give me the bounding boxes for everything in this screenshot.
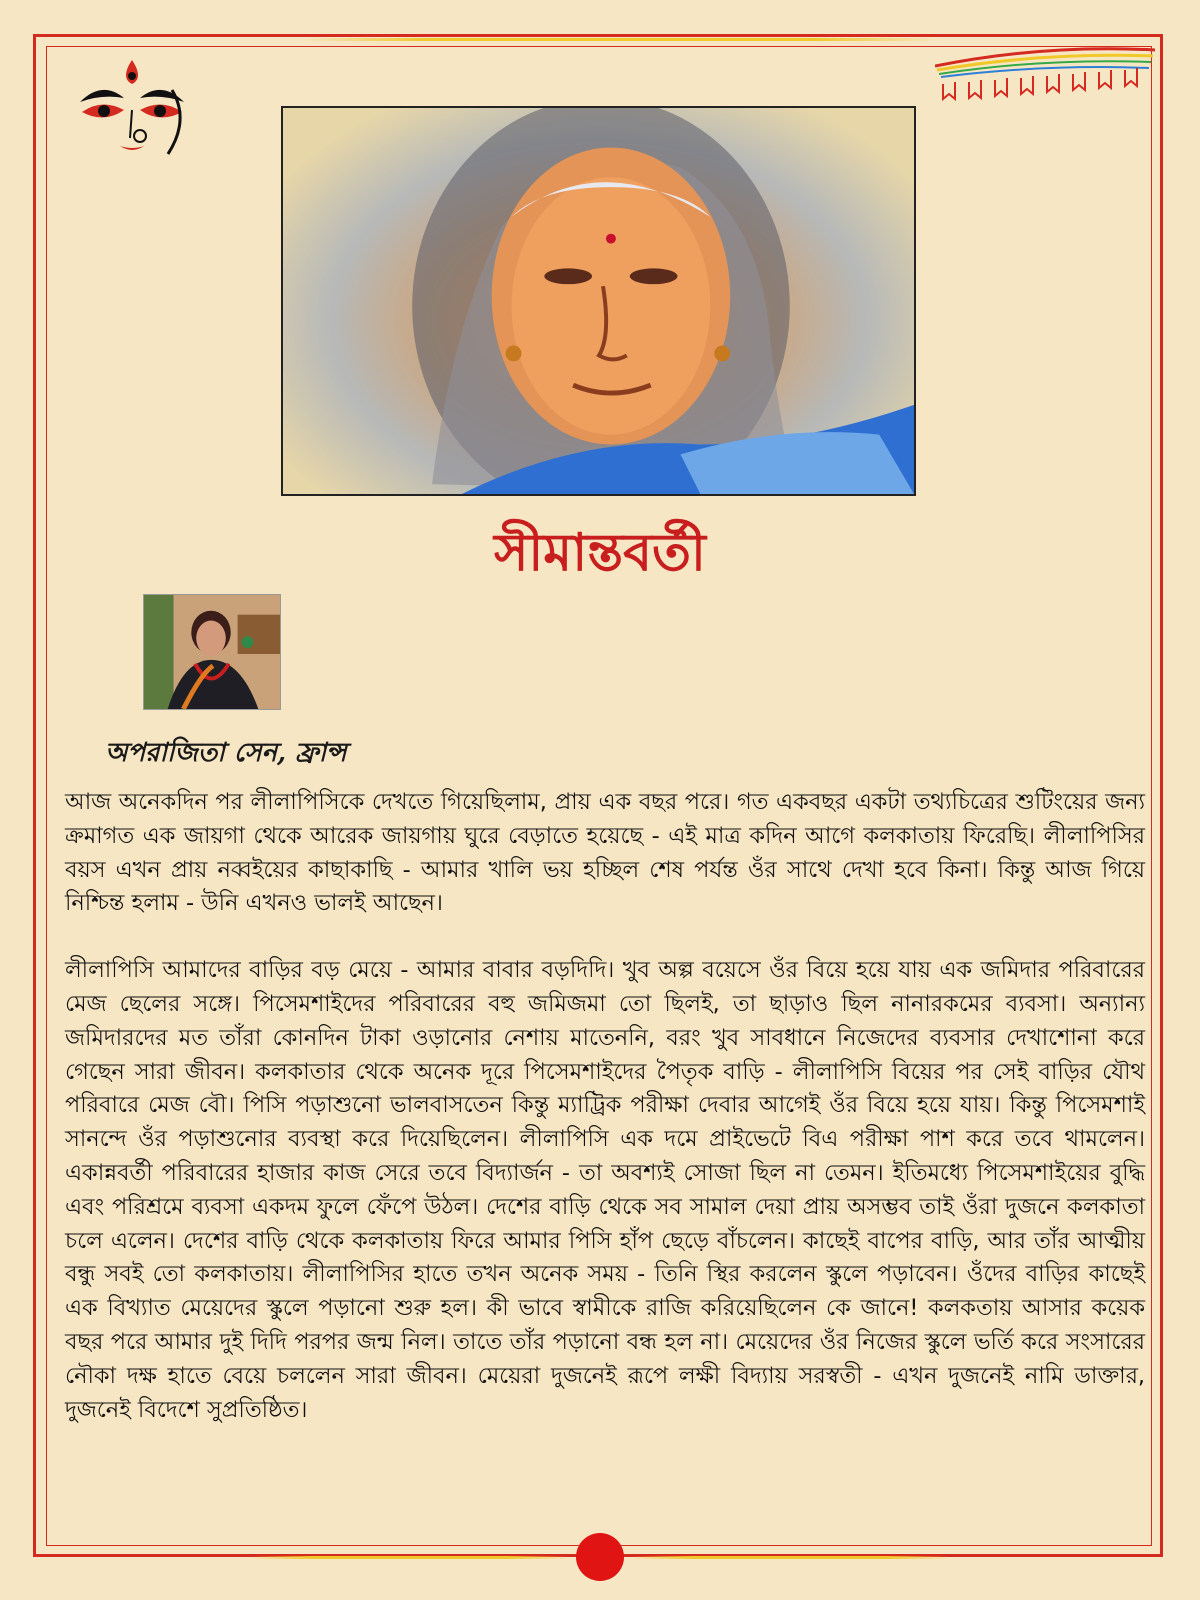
portrait-painting: [281, 106, 916, 496]
top-gold-line: [300, 38, 940, 41]
article-body: [65, 786, 1145, 1427]
durga-eyes-icon: [72, 50, 192, 160]
article-title: সীমান্তবর্তী: [494, 522, 706, 583]
bottom-gold-line-left: [250, 1556, 570, 1559]
author-byline: অপরাজিতা সেন, ফ্রান্স: [105, 738, 347, 768]
bottom-gold-line-right: [630, 1556, 950, 1559]
author-photo: [143, 594, 281, 710]
bottom-red-dot: [576, 1533, 624, 1581]
paragraph-2: লীলাপিসি আমাদের বাড়ির বড় মেয়ে - আমার বাবার বড়দিদি। খুব অল্প বয়েসে ওঁর বিয়ে হয়ে যায় এক জমিদার পরিবারের মেজ ছেলের সঙ্গে। পিসেমশাইদের পরিবারের বহু জমিজমা তো ছিলই, তা ছাড়াও ছিল নানারকমের ব্যবসা। অন্যান্য জমিদারদের মত তাঁরা কোনদিন টাকা ওড়ানোর নেশায় মাতেননি, বরং খুব সাবধানে নিজেদের ব্যবসার দেখাশোনা করে গেছেন সারা জীবন। কলকাতার থেকে অনেক দূরে পিসেমশাইদের পৈতৃক বাড়ি - লীলাপিসি বিয়ের পর সেই বাড়ির যৌথ পরিবারে মেজ বৌ। পিসি পড়াশুনো ভালবাসতেন কিন্তু ম্যাট্রিক পরীক্ষা দেবার আগেই ওঁর বিয়ে হয়ে যায়। কিন্তু পিসেমশাই সানন্দে ওঁর পড়াশুনোর ব্যবস্থা করে দিয়েছিলেন। লীলাপিসি এক দমে প্রাইভেটে বিএ পরীক্ষা পাশ করে তবে থামলেন। একান্নবর্তী পরিবারের হাজার কাজ সেরে তবে বিদ্যার্জন - তা অবশ্যই সোজা ছিল না তেমন। ইতিমধ্যে পিসেমশাইয়ের বুদ্ধি এবং পরিশ্রমে ব্যবসা একদম ফুলে ফেঁপে উঠল। দেশের বাড়ি থেকে সব সামাল দেয়া প্রায় অসম্ভব তাই ওঁরা দুজনে কলকাতা চলে এলেন। দেশের বাড়ি থেকে কলকাতায় ফিরে আমার পিসি হাঁপ ছেড়ে বাঁচলেন। কাছেই বাপের বাড়ি, আর তাঁর আত্মীয় বন্ধু সবই তো কলকাতায়। লীলাপিসির হাতে তখন অনেক সময় - তিনি স্থির করলেন স্কুলে পড়াবেন। ওঁদের বাড়ির কাছেই এক বিখ্যাত মেয়েদের স্কুলে পড়ানো শুরু হল। কী ভাবে স্বামীকে রাজি করিয়েছিলেন কে জানে! কলকতায় আসার কয়েক বছর পরে আমার দুই দিদি পরপর জন্ম নিল। তাতে তাঁর পড়ানো বন্ধ হল না। মেয়েদের ওঁর নিজের স্কুলে ভর্তি করে সংসারের নৌকা দক্ষ হাতে বেয়ে চললেন সারা জীবন। মেয়েরা দুজনেই রূপে লক্ষী বিদ্যায় সরস্বতী - এখন দুজনেই নামি ডাক্তার, দুজনেই বিদেশে সুপ্রতিষ্ঠিত।: [65, 957, 1145, 1423]
bunting-garland-icon: [935, 44, 1155, 119]
paragraph-1: আজ অনেকদিন পর লীলাপিসিকে দেখতে গিয়েছিলাম, প্রায় এক বছর পরে। গত একবছর একটা তথ্যচিত্রের শুটিংয়ের জন্য ক্রমাগত এক জায়গা থেকে আরেক জায়গায় ঘুরে বেড়াতে হয়েছে - এই মাত্র কদিন আগে কলকাতায় ফিরেছি। লীলাপিসির বয়স এখন প্রায় নব্বইয়ের কাছাকাছি - আমার খালি ভয় হচ্ছিল শেষ পর্যন্ত ওঁর সাথে দেখা হবে কিনা। কিন্তু আজ গিয়ে নিশ্চিন্ত হলাম - উনি এখনও ভালই আছেন।: [65, 789, 1146, 917]
